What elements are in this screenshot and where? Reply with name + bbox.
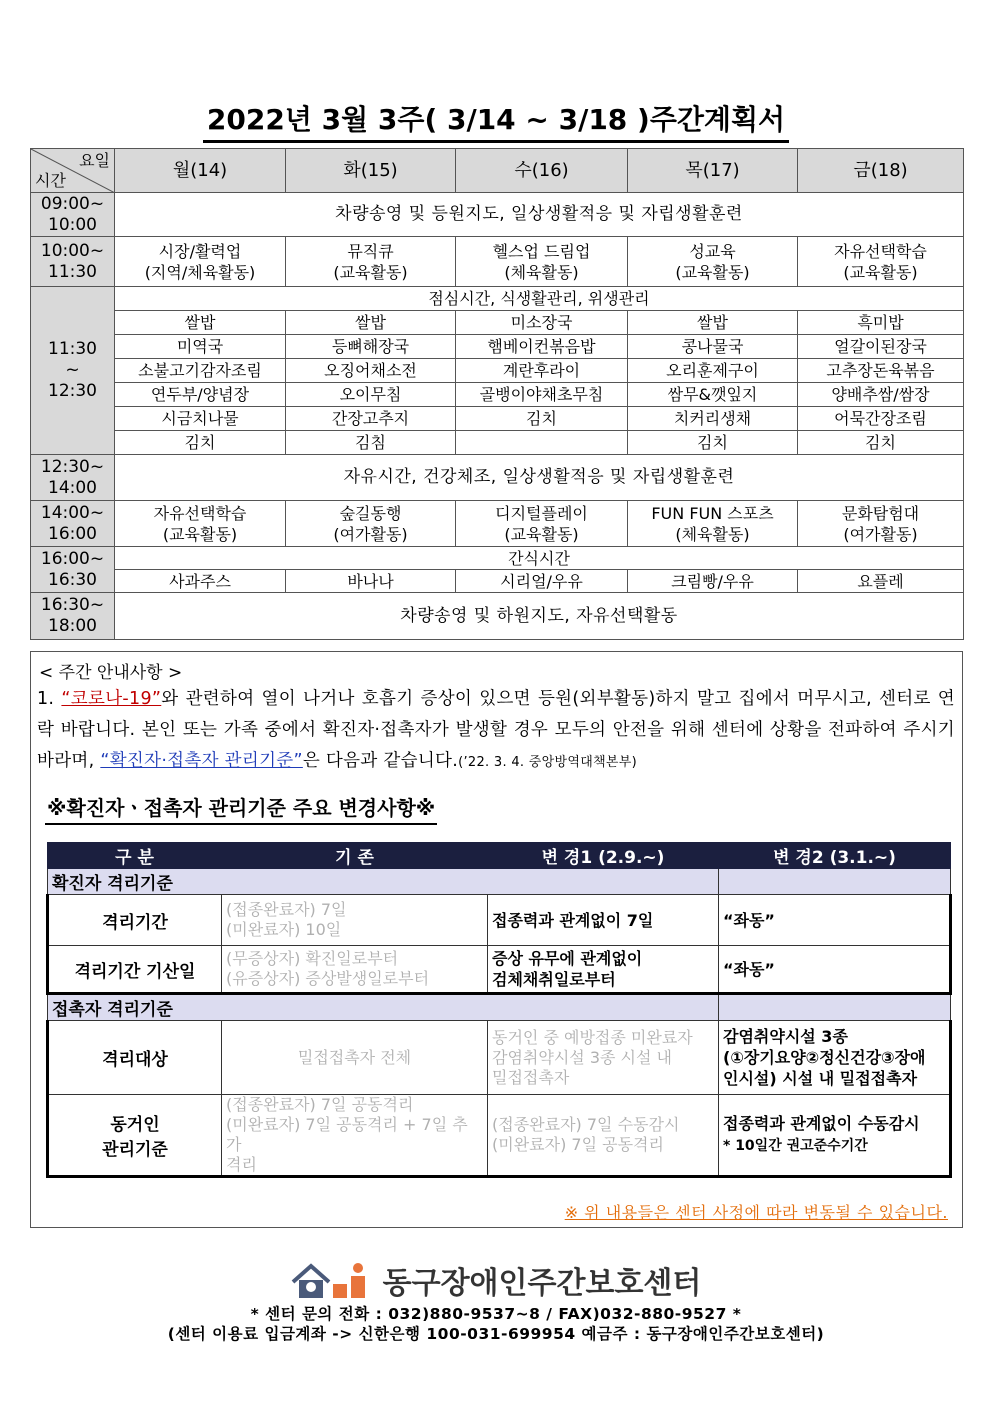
menu-row (31, 335, 964, 359)
covid-highlight: “코로나-19” (61, 689, 162, 709)
center-signature (0, 1258, 992, 1302)
source-note: (’22. 3. 4. 중앙방역대책본부) (458, 755, 638, 770)
house-logo-icon (291, 1260, 377, 1300)
program-cell: 뮤직큐 (교육활동) (286, 237, 456, 287)
day-header-tue: 화(15) (286, 149, 456, 193)
menu-item: 김치 (628, 431, 798, 455)
program-cell: FUN FUN 스포츠 (체육활동) (628, 501, 798, 547)
rules-header: 구 분 (48, 843, 222, 869)
header-corner-cell (31, 149, 115, 193)
menu-item: 얼갈이된장국 (798, 335, 964, 359)
day-header-fri: 금(18) (798, 149, 964, 193)
snack-row (31, 570, 964, 593)
program-cell: 자유선택학습 (교육활동) (798, 237, 964, 287)
rule-row (48, 946, 951, 994)
time-cell: 10:00~ 11:30 (31, 237, 115, 287)
slot-row (31, 455, 964, 501)
rule-change2: “좌동” (719, 895, 951, 946)
slot-row (31, 501, 964, 547)
notice-heading: < 주간 안내사항 > (39, 663, 183, 683)
program-cell: 성교육 (교육활동) (628, 237, 798, 287)
menu-row (31, 431, 964, 455)
change-footnote: ※ 위 내용들은 센터 사정에 따라 변동될 수 있습니다. (564, 1203, 948, 1222)
menu-item: 오리훈제구이 (628, 359, 798, 383)
menu-item (456, 431, 628, 455)
menu-item: 쌀밥 (628, 311, 798, 335)
rules-header: 변 경1 (2.9.~) (488, 843, 719, 869)
menu-item: 등뼈해장국 (286, 335, 456, 359)
rule-change1: (접종완료자) 7일 수동감시 (미완료자) 7일 공동격리 (488, 1095, 719, 1177)
rule-change1: 접종력과 관계없이 7일 (488, 895, 719, 946)
snack-header-row (31, 547, 964, 570)
menu-item: 김침 (286, 431, 456, 455)
section-label: 확진자 격리기준 (48, 869, 719, 895)
menu-item: 치커리생채 (628, 407, 798, 431)
menu-item: 오징어채소전 (286, 359, 456, 383)
slot-row (31, 237, 964, 287)
menu-item: 흑미밥 (798, 311, 964, 335)
time-cell: 09:00~ 10:00 (31, 193, 115, 237)
time-cell: 16:30~ 18:00 (31, 593, 115, 640)
menu-item: 쌀밥 (286, 311, 456, 335)
program-cell: 숲길동행 (여가활동) (286, 501, 456, 547)
rules-header-row (48, 843, 951, 869)
rule-category: 격리기간 (48, 895, 222, 946)
menu-item: 고추장돈육볶음 (798, 359, 964, 383)
rule-old: (접종완료자) 7일 (미완료자) 10일 (222, 895, 488, 946)
center-name: 동구장애인주간보호센터 (382, 1266, 702, 1301)
slot-row (31, 593, 964, 640)
menu-item: 양배추쌈/쌈장 (798, 383, 964, 407)
menu-item: 햄베이컨볶음밥 (456, 335, 628, 359)
menu-item: 계란후라이 (456, 359, 628, 383)
menu-row (31, 311, 964, 335)
rule-change2: 접종력과 관계없이 수동감시 * 10일간 권고준수기간 (719, 1095, 951, 1177)
activity-cell: 자유시간, 건강체조, 일상생활적응 및 자립생활훈련 (115, 455, 964, 501)
rule-old: (접종완료자) 7일 공동격리 (미완료자) 7일 공동격리 + 7일 추가 격리 (222, 1095, 488, 1177)
contact-info (0, 1304, 992, 1344)
rule-change1: 증상 유무에 관계없이 검체채취일로부터 (488, 946, 719, 994)
rule-row (48, 895, 951, 946)
menu-item: 쌀밥 (115, 311, 286, 335)
menu-item: 어묵간장조림 (798, 407, 964, 431)
program-cell: 문화탐험대 (여가활동) (798, 501, 964, 547)
snack-header: 간식시간 (115, 547, 964, 570)
menu-item: 시금치나물 (115, 407, 286, 431)
day-header-mon: 월(14) (115, 149, 286, 193)
program-cell: 시장/활력업 (지역/체육활동) (115, 237, 286, 287)
rule-category: 격리대상 (48, 1021, 222, 1095)
menu-row (31, 407, 964, 431)
lunch-header: 점심시간, 식생활관리, 위생관리 (115, 287, 964, 311)
menu-item: 미역국 (115, 335, 286, 359)
time-cell: 14:00~ 16:00 (31, 501, 115, 547)
day-header-thu: 목(17) (628, 149, 798, 193)
section-label: 접촉자 격리기준 (48, 994, 719, 1021)
rule-category: 격리기간 기산일 (48, 946, 222, 994)
section-blank (719, 994, 951, 1021)
rule-row (48, 1021, 951, 1095)
section-blank (719, 869, 951, 895)
menu-item: 소불고기감자조림 (115, 359, 286, 383)
day-header-wed: 수(16) (456, 149, 628, 193)
program-cell: 헬스업 드림업 (체육활동) (456, 237, 628, 287)
quarantine-rules-table (46, 842, 952, 1178)
section-row (48, 869, 951, 895)
menu-item: 김치 (456, 407, 628, 431)
menu-item: 김치 (798, 431, 964, 455)
notice-paragraph: 1. “코로나-19”와 관련하여 열이 나거나 호흡기 증상이 있으면 등원(외부활동)하지 말고 집에서 머무시고, 센터로 연락 바랍니다. 본인 또는 가족 중에서 확진자·접촉자가 발생할 경우 모두의 안전을 위해 센터에 상황을 전파하여 주시기 바라며, “확진자·접촉자 관리기준”은 다음과 같습니다.(’22. 3. 4. 중앙방역대책본부) (37, 689, 955, 771)
page-title: 2022년 3월 3주( 3/14 ~ 3/18 )주간계획서 (0, 98, 992, 143)
rules-header: 변 경2 (3.1.~) (719, 843, 951, 869)
time-cell: 16:00~ 16:30 (31, 547, 115, 593)
activity-cell: 차량송영 및 등원지도, 일상생활적응 및 자립생활훈련 (115, 193, 964, 237)
rule-change2: “좌동” (719, 946, 951, 994)
rule-change2: 감염취약시설 3종 (①장기요양②정신건강③장애 인시설) 시설 내 밀접접촉자 (719, 1021, 951, 1095)
time-cell: 11:30 ~ 12:30 (31, 287, 115, 455)
rule-category: 동거인 관리기준 (48, 1095, 222, 1177)
header-row (31, 149, 964, 193)
time-cell: 12:30~ 14:00 (31, 455, 115, 501)
rule-highlight: “확진자·접촉자 관리기준” (100, 751, 303, 771)
program-cell: 디지털플레이 (교육활동) (456, 501, 628, 547)
program-cell: 자유선택학습 (교육활동) (115, 501, 286, 547)
menu-row (31, 383, 964, 407)
rule-row (48, 1095, 951, 1177)
menu-item: 쌈무&깻잎지 (628, 383, 798, 407)
lunch-header-row (31, 287, 964, 311)
snack-item: 요플레 (798, 570, 964, 593)
account-line: (센터 이용료 입금계좌 -> 신한은행 100-031-699954 예금주 : 동구장애인주간보호센터) (167, 1325, 825, 1343)
snack-item: 시리얼/우유 (456, 570, 628, 593)
menu-item: 간장고추지 (286, 407, 456, 431)
phone-line: * 센터 문의 전화 : 032)880-9537~8 / FAX)032-880-9527 * (250, 1305, 742, 1323)
menu-item: 김치 (115, 431, 286, 455)
weekly-notice-box (30, 651, 963, 1228)
menu-item: 오이무침 (286, 383, 456, 407)
activity-cell: 차량송영 및 하원지도, 자유선택활동 (115, 593, 964, 640)
weekly-schedule-table (30, 148, 964, 640)
slot-row (31, 193, 964, 237)
menu-item: 콩나물국 (628, 335, 798, 359)
rule-changes-title: ※확진자ㆍ접촉자 관리기준 주요 변경사항※ (45, 792, 437, 825)
section-row (48, 994, 951, 1021)
snack-item: 바나나 (286, 570, 456, 593)
rule-old: (무증상자) 확진일로부터 (유증상자) 증상발생일로부터 (222, 946, 488, 994)
snack-item: 크림빵/우유 (628, 570, 798, 593)
menu-row (31, 359, 964, 383)
rule-old: 밀접접촉자 전체 (222, 1021, 488, 1095)
day-label: 요일 (79, 151, 110, 170)
snack-item: 사과주스 (115, 570, 286, 593)
time-label: 시간 (35, 171, 66, 190)
rule-change1: 동거인 중 예방접종 미완료자 감염취약시설 3종 시설 내 밀접접촉자 (488, 1021, 719, 1095)
menu-item: 미소장국 (456, 311, 628, 335)
rules-header: 기 존 (222, 843, 488, 869)
menu-item: 연두부/양념장 (115, 383, 286, 407)
menu-item: 골뱅이야채초무침 (456, 383, 628, 407)
